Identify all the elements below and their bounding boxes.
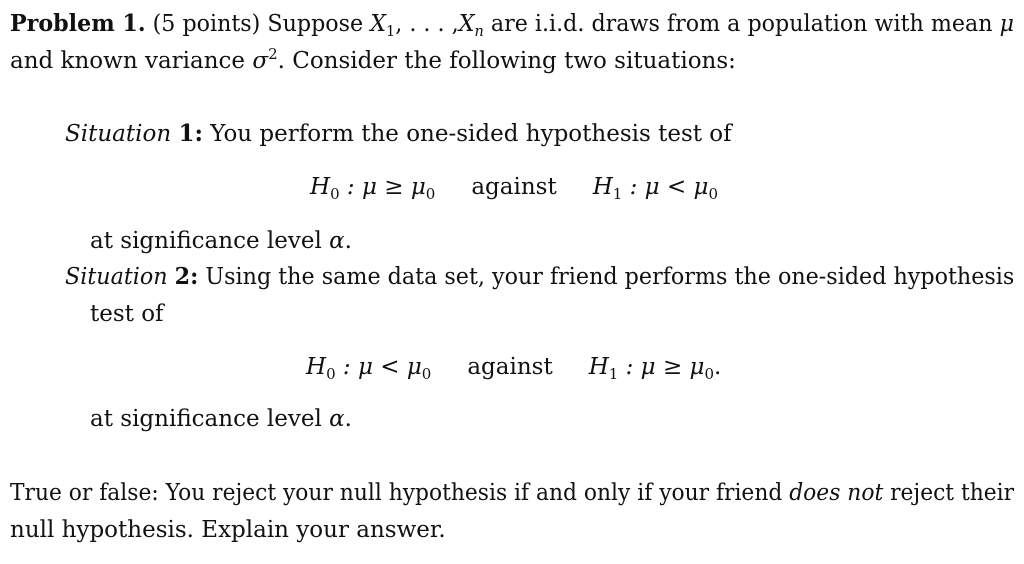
- intro-end: . Consider the following two situations:: [277, 48, 736, 74]
- question-start: True or false: You reject your null hypothesis if and only if your friend: [10, 480, 783, 506]
- situation-2-number: 2:: [174, 263, 199, 290]
- situation-2-against: against: [467, 354, 553, 380]
- problem-statement-line-2: [10, 46, 736, 76]
- situation-2-h0: $H_0$ : $\mu < \mu_0$: [306, 354, 432, 383]
- situation-2-hypotheses: [306, 352, 721, 382]
- situation-1-name: Situation: [65, 121, 172, 147]
- situation-1-h1: $H_1$ : $\mu < \mu_0$: [592, 174, 719, 203]
- question-line-1: [10, 478, 1014, 508]
- problem-statement-line-1: [10, 9, 1014, 39]
- level-text: at significance level: [90, 406, 322, 432]
- situation-2-level: [90, 404, 352, 434]
- question-line-2-text: null hypothesis. Explain your answer.: [10, 517, 446, 543]
- situation-1-hypotheses: [310, 172, 718, 202]
- symbol-alpha: α: [329, 406, 345, 432]
- level-text: at significance level: [90, 228, 322, 254]
- variable-x1: $X_1$: [370, 11, 396, 40]
- problem-label: Problem 1.: [10, 10, 146, 37]
- question-end: reject their: [890, 480, 1015, 506]
- situation-2-h1: $H_1$ : $\mu \ge \mu_0$.: [588, 354, 722, 383]
- situation-2-heading-cont: [90, 299, 164, 329]
- intro-text-start: Suppose: [267, 11, 364, 37]
- period: .: [344, 406, 352, 432]
- situation-1-heading: [65, 119, 732, 149]
- symbol-mu: μ: [999, 11, 1015, 37]
- question-line-2: [10, 515, 446, 545]
- ellipsis: , . . . ,: [395, 11, 459, 37]
- situation-2-name: Situation: [65, 264, 168, 290]
- variable-xn: $X_n$: [458, 11, 484, 40]
- situation-1-against: against: [471, 174, 557, 200]
- intro-text-mid: are i.i.d. draws from a population with mean: [490, 11, 993, 37]
- intro-line-2: and known variance: [10, 48, 246, 74]
- symbol-sigma-squared: $\sigma^2$: [252, 45, 278, 74]
- situation-1-level: [90, 226, 352, 256]
- symbol-alpha: α: [329, 228, 345, 254]
- situation-2-text: Using the same data set, your friend performs the one-sided hypothesis: [205, 264, 1015, 290]
- problem-points: (5 points): [152, 11, 261, 37]
- situation-1-number: 1:: [178, 120, 203, 147]
- period: .: [344, 228, 352, 254]
- situation-2-text-2: test of: [90, 301, 164, 327]
- question-emphasis: does not: [789, 480, 884, 506]
- situation-1-text: You perform the one-sided hypothesis test of: [210, 121, 732, 147]
- situation-2-heading: [65, 262, 1014, 292]
- situation-1-h0: $H_0$ : $\mu \ge \mu_0$: [310, 174, 436, 203]
